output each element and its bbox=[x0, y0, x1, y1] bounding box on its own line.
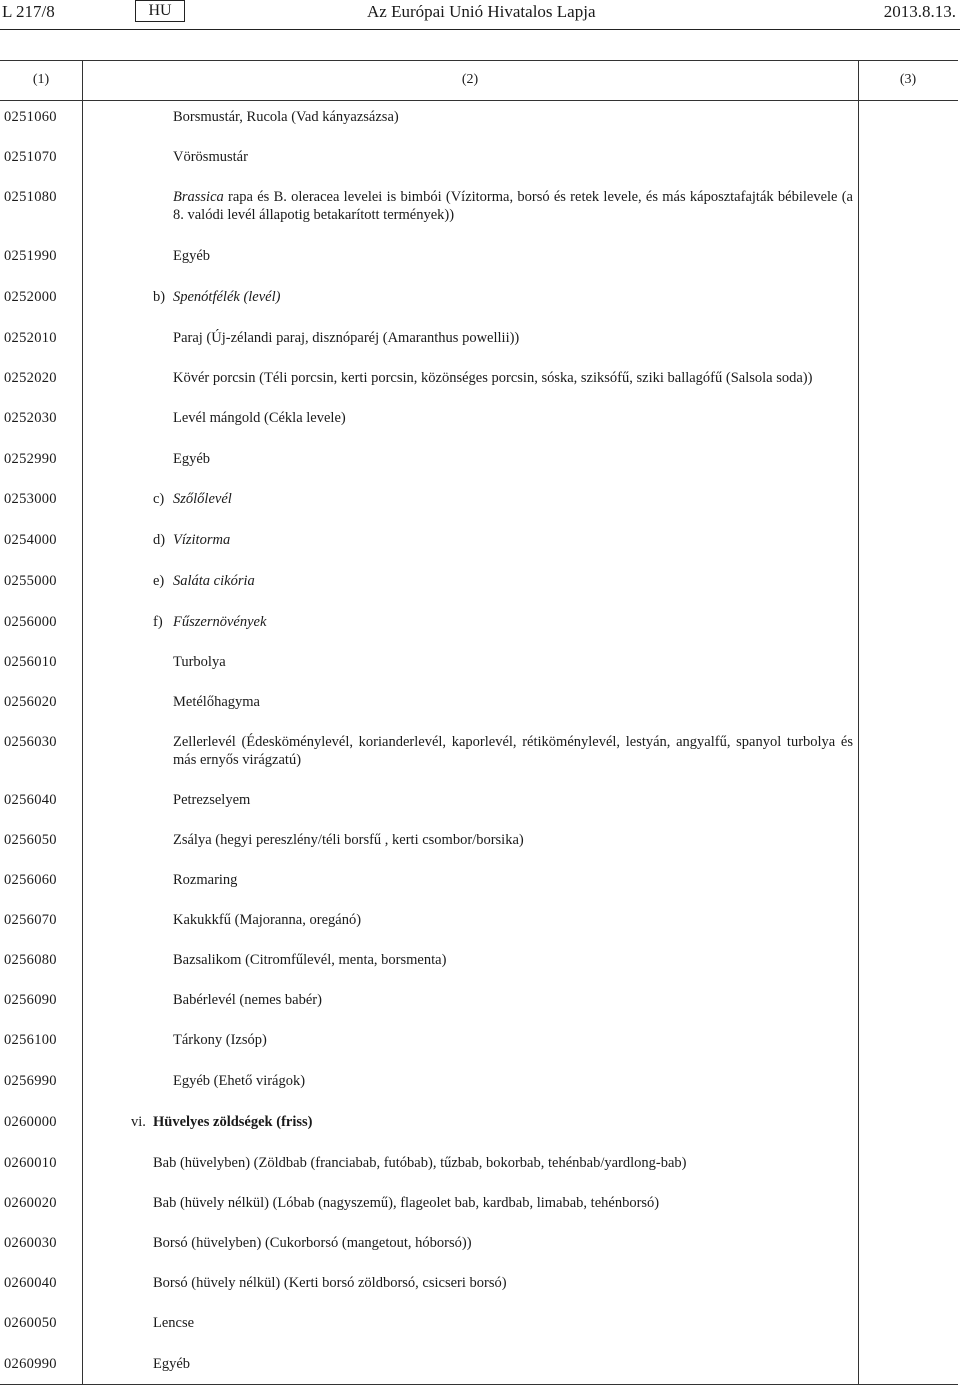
product-code: 0251990 bbox=[4, 248, 57, 264]
product-name: Egyéb (Ehető virágok) bbox=[173, 1073, 306, 1089]
item-marker: f) bbox=[153, 614, 163, 630]
product-name: Vörösmustár bbox=[173, 149, 248, 165]
product-name-rest: rapa és B. oleracea levelei is bimbói (Vízitorma, borsó és retek levele, és más káposztafajták bébilevele (a 8. valódi levél állapotig betakarított termények)) bbox=[173, 189, 853, 223]
product-code: 0256090 bbox=[4, 992, 57, 1008]
column-header-3: (3) bbox=[899, 72, 917, 87]
product-name-italic: Brassica bbox=[173, 189, 224, 205]
product-code: 0260050 bbox=[4, 1315, 57, 1331]
product-name: Kövér porcsin (Téli porcsin, kerti porcsin, közönséges porcsin, sóska, sziksófű, sziki ballagófű (Salsola soda)) bbox=[173, 370, 813, 386]
product-name: Zsálya (hegyi pereszlény/téli borsfű , kerti csombor/borsika) bbox=[173, 832, 524, 848]
product-code: 0256050 bbox=[4, 832, 57, 848]
product-name: Egyéb bbox=[173, 248, 211, 264]
product-code: 0256990 bbox=[4, 1073, 57, 1089]
product-code: 0251060 bbox=[4, 109, 57, 125]
product-code: 0251070 bbox=[4, 149, 57, 165]
product-name: Paraj (Új-zélandi paraj, disznóparéj (Amaranthus powellii)) bbox=[173, 330, 520, 346]
product-name: Turbolya bbox=[173, 654, 226, 670]
product-code: 0255000 bbox=[4, 573, 57, 589]
product-table bbox=[0, 60, 958, 1385]
product-code: 0256010 bbox=[4, 654, 57, 670]
product-code: 0260010 bbox=[4, 1155, 57, 1171]
product-name: Metélőhagyma bbox=[173, 694, 260, 710]
product-code: 0251080 bbox=[4, 189, 57, 205]
product-name: Szőlőlevél bbox=[173, 491, 232, 507]
product-code: 0252030 bbox=[4, 410, 57, 426]
product-code: 0256100 bbox=[4, 1032, 57, 1048]
product-name: Borsmustár, Rucola (Vad kányazsázsa) bbox=[173, 109, 399, 125]
product-code: 0252000 bbox=[4, 289, 57, 305]
product-code: 0256040 bbox=[4, 792, 57, 808]
product-code: 0260990 bbox=[4, 1356, 57, 1372]
product-name: Petrezselyem bbox=[173, 792, 251, 808]
product-name: Fűszernövények bbox=[173, 614, 267, 630]
product-name: Vízitorma bbox=[173, 532, 231, 548]
product-name: Egyéb bbox=[173, 451, 211, 467]
column-divider-2 bbox=[858, 60, 859, 1385]
item-marker: vi. bbox=[131, 1114, 146, 1130]
product-code: 0260040 bbox=[4, 1275, 57, 1291]
product-name: Babérlevél (nemes babér) bbox=[173, 992, 322, 1008]
product-name: Borsó (hüvelyben) (Cukorborsó (mangetout, hóborsó)) bbox=[153, 1235, 472, 1251]
product-code: 0252020 bbox=[4, 370, 57, 386]
product-name: Bazsalikom (Citromfűlevél, menta, borsmenta) bbox=[173, 952, 447, 968]
product-code: 0256080 bbox=[4, 952, 57, 968]
item-marker: d) bbox=[153, 532, 166, 548]
column-divider-1 bbox=[82, 60, 83, 1385]
product-group-name: Hüvelyes zöldségek (friss) bbox=[153, 1114, 313, 1130]
product-name: Bab (hüvelyben) (Zöldbab (franciabab, futóbab), tűzbab, bokorbab, tehénbab/yardlong-bab) bbox=[153, 1155, 687, 1171]
product-code: 0252010 bbox=[4, 330, 57, 346]
product-name: Spenótfélék (levél) bbox=[173, 289, 281, 305]
page-header bbox=[0, 0, 960, 26]
product-code: 0260030 bbox=[4, 1235, 57, 1251]
product-code: 0260000 bbox=[4, 1114, 57, 1130]
product-name: Zellerlevél (Édesköménylevél, korianderlevél, kaporlevél, rétiköménylevél, lestyán, angyalfű, spanyol turbolya és más ernyős virágzatú) bbox=[173, 734, 853, 768]
product-code: 0254000 bbox=[4, 532, 57, 548]
table-top-border bbox=[0, 60, 958, 61]
language-badge: HU bbox=[135, 0, 185, 22]
table-header-border bbox=[0, 100, 958, 101]
product-name bbox=[173, 188, 853, 224]
product-name: Borsó (hüvely nélkül) (Kerti borsó zöldborsó, csicseri borsó) bbox=[153, 1275, 507, 1291]
product-code: 0256030 bbox=[4, 734, 57, 750]
product-code: 0256070 bbox=[4, 912, 57, 928]
product-code: 0256020 bbox=[4, 694, 57, 710]
item-marker: b) bbox=[153, 289, 166, 305]
product-name: Tárkony (Izsóp) bbox=[173, 1032, 267, 1048]
column-header-1: (1) bbox=[32, 72, 50, 87]
item-marker: e) bbox=[153, 573, 165, 589]
product-code: 0256000 bbox=[4, 614, 57, 630]
product-name: Saláta cikória bbox=[173, 573, 255, 589]
product-name: Levél mángold (Cékla levele) bbox=[173, 410, 346, 426]
product-name: Lencse bbox=[153, 1315, 195, 1331]
column-header-2: (2) bbox=[461, 72, 479, 87]
journal-title: Az Európai Unió Hivatalos Lapja bbox=[367, 2, 596, 21]
item-marker: c) bbox=[153, 491, 165, 507]
publication-date: 2013.8.13. bbox=[883, 2, 956, 21]
product-code: 0256060 bbox=[4, 872, 57, 888]
header-divider bbox=[0, 29, 960, 30]
product-code: 0253000 bbox=[4, 491, 57, 507]
product-code: 0260020 bbox=[4, 1195, 57, 1211]
product-name: Rozmaring bbox=[173, 872, 238, 888]
product-name: Egyéb bbox=[153, 1356, 191, 1372]
product-name: Kakukkfű (Majoranna, oregánó) bbox=[173, 912, 362, 928]
table-bottom-border bbox=[0, 1384, 958, 1385]
page-number: L 217/8 bbox=[2, 2, 55, 21]
product-name: Bab (hüvely nélkül) (Lóbab (nagyszemű), flageolet bab, kardbab, limabab, tehénborsó) bbox=[153, 1195, 660, 1211]
product-code: 0252990 bbox=[4, 451, 57, 467]
